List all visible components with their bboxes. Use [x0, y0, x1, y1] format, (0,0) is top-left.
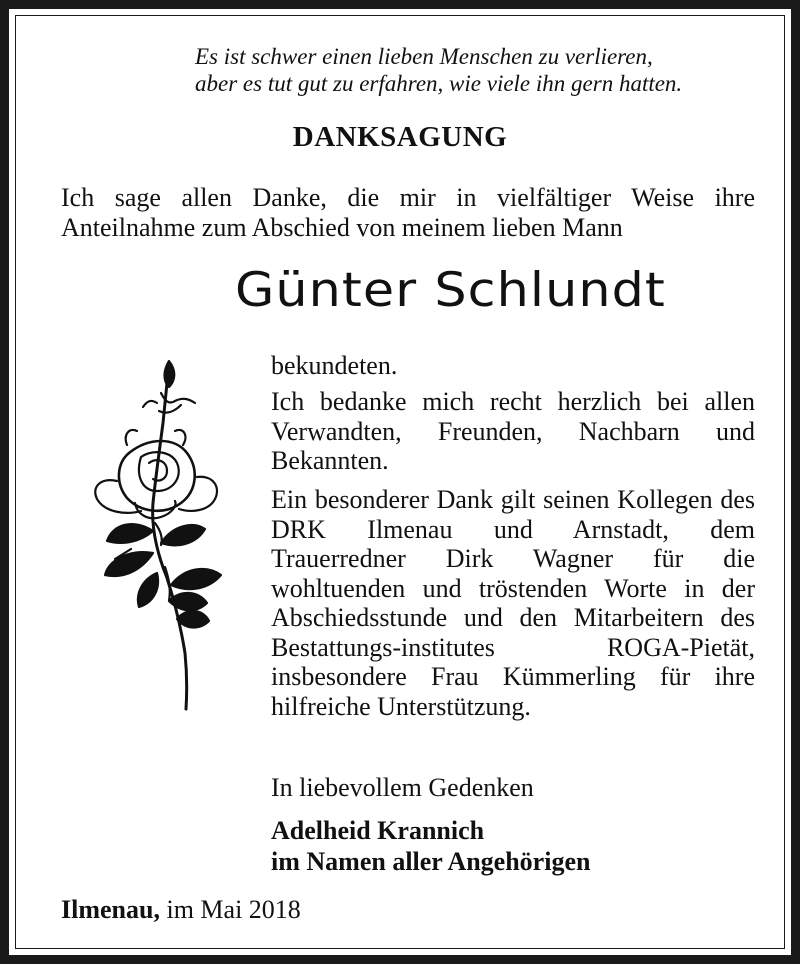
paragraph-2: Ich bedanke mich recht herzlich bei allen Verwandten, Freunden, Nachbarn und Bekannten.	[271, 387, 755, 475]
intro-text: Ich sage allen Danke, die mir in vielfältiger Weise ihre Anteilnahme zum Abschied von meinem lieben Mann	[61, 183, 755, 242]
quote-line-2: aber es tut gut zu erfahren, wie viele ihn gern hatten.	[195, 71, 683, 96]
notice-title: DANKSAGUNG	[292, 121, 508, 153]
quote	[195, 43, 682, 97]
paragraph-3: Ein besonderer Dank gilt seinen Kollegen des DRK Ilmenau und Arnstadt, dem Trauerredner Dirk Wagner für die wohltuenden und tröstenden Worte in der Abschiedsstunde und den Mitarbeitern des Bestattungs-institutes ROGA-Pietät, insbesondere Frau Kümmerling für ihre hilfreiche Unterstützung.	[271, 485, 755, 721]
place: Ilmenau,	[61, 895, 160, 924]
rose-icon	[57, 353, 247, 713]
signature	[271, 815, 590, 877]
date: im Mai 2018	[166, 895, 301, 924]
deceased-name: Günter Schlundt	[235, 263, 666, 318]
closing-text: In liebevollem Gedenken	[271, 773, 534, 802]
place-date	[61, 895, 301, 925]
signature-relation: im Namen aller Angehörigen	[271, 847, 591, 876]
signature-name: Adelheid Krannich	[271, 816, 485, 845]
paragraph-1: bekundeten.	[271, 351, 398, 380]
quote-line-1: Es ist schwer einen lieben Menschen zu verlieren,	[195, 44, 653, 69]
